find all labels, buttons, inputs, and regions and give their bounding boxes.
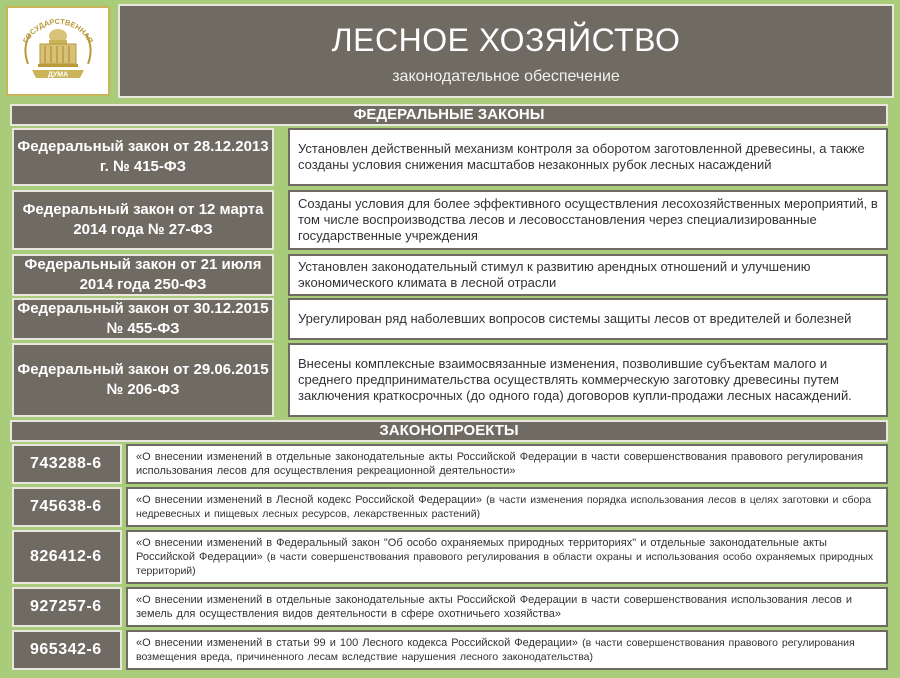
bill-description: [126, 444, 888, 484]
bill-note: (в части совершенствования правового регулирования возмещения вреда, причиненного лесам вследствие нарушения лесного законодательства): [136, 637, 855, 663]
bill-title: «О внесении изменений в отдельные законодательные акты Российской Федерации в части совершенствования использования лесов и земель для осуществления видов деятельности в сфере охотничьего хозяйства»: [136, 594, 853, 620]
law-label: Федеральный закон от 30.12.2015 № 455-ФЗ: [12, 298, 274, 340]
bill-title: «О внесении изменений в отдельные законодательные акты Российской Федерации в части совершенствования правового регулирования использования лесов для осуществления рекреационной деятельности»: [136, 451, 864, 477]
bill-note: (в части совершенствования правового регулирования в области охраны и использования особо охраняемых природных территорий): [136, 551, 874, 577]
law-label: Федеральный закон от 29.06.2015 № 206-ФЗ: [12, 343, 274, 417]
law-description: Созданы условия для более эффективного осуществления лесохозяйственных мероприятий, в том числе воспроизводства лесов и лесовосстановления через специализированные государственные учреждения: [288, 190, 888, 250]
law-label: Федеральный закон от 21 июля 2014 года 250-ФЗ: [12, 254, 274, 296]
law-description: Установлен действенный механизм контроля за оборотом заготовленной древесины, а также созданы условия снижения масштабов незаконных рубок лесных насаждений: [288, 128, 888, 186]
bill-number: 745638-6: [12, 487, 122, 527]
law-description: Урегулирован ряд наболевших вопросов системы защиты лесов от вредителей и болезней: [288, 298, 888, 340]
page-header: [118, 4, 894, 98]
logo-bottom-text: ДУМА: [47, 71, 69, 79]
bill-description: [126, 487, 888, 527]
bill-number: 927257-6: [12, 587, 122, 627]
bill-number: 965342-6: [12, 630, 122, 670]
federal-laws-heading: ФЕДЕРАЛЬНЫЕ ЗАКОНЫ: [10, 104, 888, 126]
bill-title: «О внесении изменений в Федеральный закон "Об особо охраняемых природных территориях" и отдельные законодательные акты Российской Федерации»: [136, 537, 827, 563]
bill-description: [126, 630, 888, 670]
bill-note: (в части изменения порядка использования лесов в целях заготовки и сбора недревесных и пищевых лесных ресурсов, лекарственных растений): [136, 494, 872, 520]
law-label: Федеральный закон от 28.12.2013 г. № 415-ФЗ: [12, 128, 274, 186]
bill-number: 826412-6: [12, 530, 122, 584]
page-title: ЛЕСНОЕ ХОЗЯЙСТВО: [331, 22, 681, 58]
page-subtitle: законодательное обеспечение: [392, 68, 620, 85]
bill-description: [126, 587, 888, 627]
bill-description: [126, 530, 888, 584]
bills-heading: ЗАКОНОПРОЕКТЫ: [10, 420, 888, 442]
bill-number: 743288-6: [12, 444, 122, 484]
bill-title: «О внесении изменений в Лесной кодекс Российской Федерации»: [136, 494, 482, 506]
logo-top-text: ГОСУДАРСТВЕННАЯ: [20, 16, 96, 45]
law-label: Федеральный закон от 12 марта 2014 года № 27-ФЗ: [12, 190, 274, 250]
state-duma-logo: [6, 6, 110, 96]
law-description: Установлен законодательный стимул к развитию арендных отношений и улучшению экономического климата в лесной отрасли: [288, 254, 888, 296]
duma-emblem-icon: [8, 8, 108, 94]
bill-title: «О внесении изменений в статьи 99 и 100 Лесного кодекса Российской Федерации»: [136, 637, 579, 649]
law-description: Внесены комплексные взаимосвязанные изменения, позволившие субъектам малого и среднего предпринимательства осуществлять коммерческую заготовку древесины путем заключения краткосрочных (до одного года) договоров купли-продажи лесных насаждений.: [288, 343, 888, 417]
